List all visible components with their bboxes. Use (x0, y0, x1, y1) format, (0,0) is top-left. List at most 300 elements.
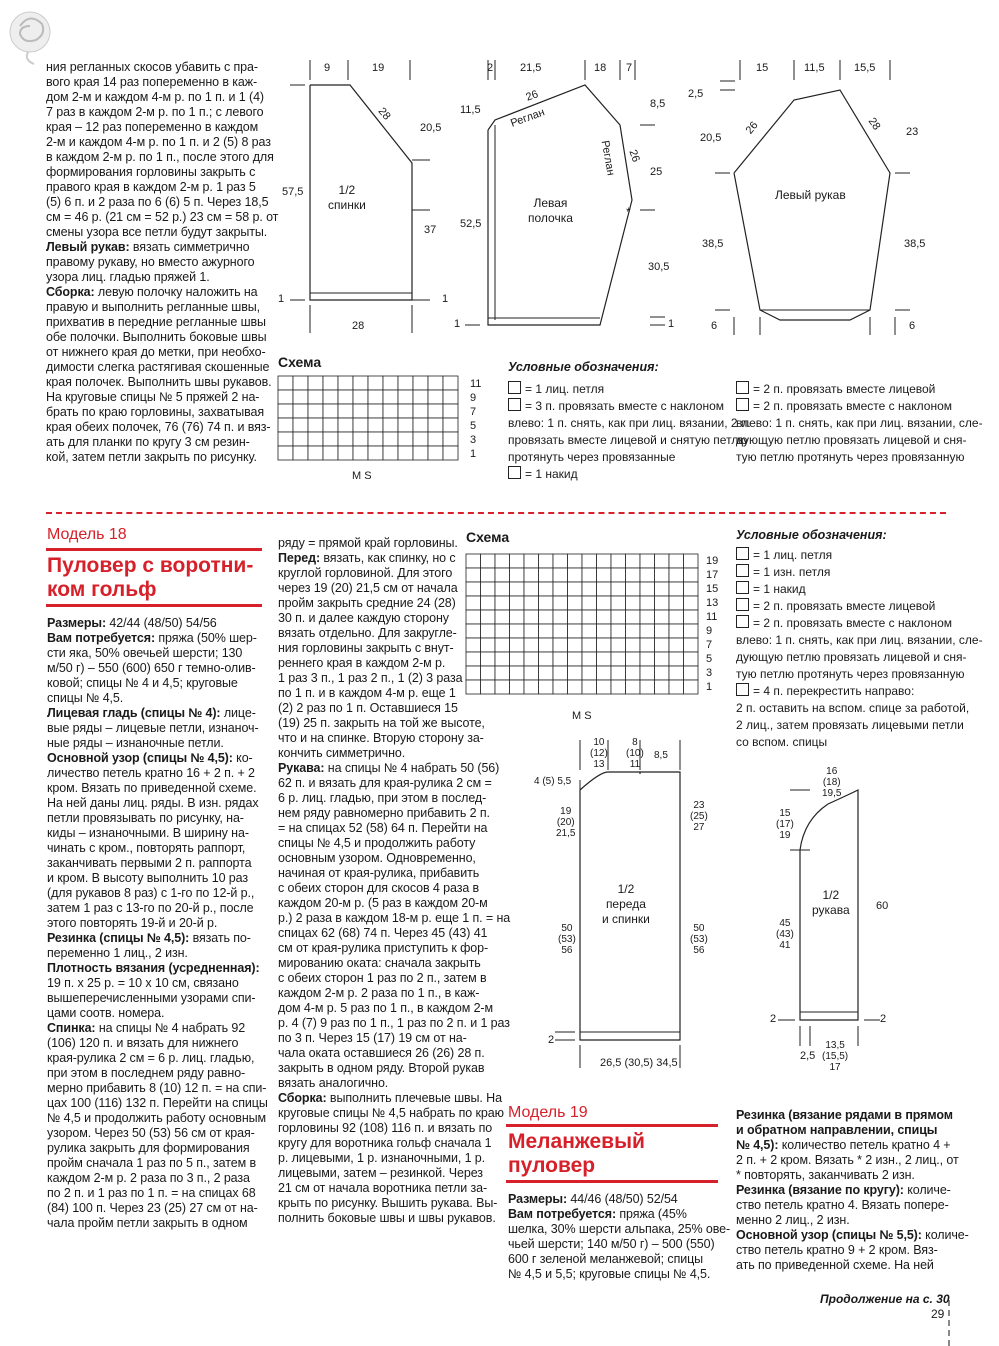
sleeve2-left2: 45 (43) 41 (776, 918, 794, 951)
sleeve2-rib-r: 2 (880, 1013, 887, 1025)
schema2-row-number: 11 (706, 611, 718, 623)
grid-cell (338, 432, 353, 446)
grid-cell (524, 610, 539, 624)
m19c2-line: менно 2 лиц., 2 изн. (736, 1213, 850, 1227)
grid-cell (481, 554, 496, 568)
model19-label: Модель 19 (508, 1104, 588, 1121)
legend2-item: = 2 п. провязать вместе с наклоном (736, 615, 983, 632)
m19c2-line: Резинка (вязание по кругу): количе- (736, 1183, 951, 1197)
sleeve2-b2: 13,5 (15,5) 17 (822, 1040, 849, 1073)
legend-symbol-icon (736, 615, 749, 628)
grid-cell (353, 390, 368, 404)
grid-cell (539, 568, 554, 582)
sleeve-w3: 15,5 (854, 62, 876, 74)
sleeve2-title: 1/2 рукава (812, 888, 850, 917)
grid-cell (553, 624, 568, 638)
grid-cell (568, 568, 583, 582)
top-left-line: дом 2-м и каждом 4-м р. по 1 п. и 1 (4) (46, 90, 264, 104)
sleeve2-b1: 2,5 (800, 1050, 816, 1062)
m18c1-line: заканчивать первыми 2 п. раппорта (47, 856, 252, 870)
grid-cell (582, 596, 597, 610)
grid-cell (510, 582, 525, 596)
grid-cell (443, 446, 458, 460)
m18c1-line: и кром. В высоту выполнить 10 раз (47, 871, 248, 885)
grid-cell (383, 404, 398, 418)
grid-cell (510, 638, 525, 652)
model18-bar (46, 548, 262, 551)
grid-cell (428, 446, 443, 460)
m18c1-line: личество петель кратно 16 + 2 п. + 2 (47, 766, 255, 780)
sleeve-h385b: 38,5 (904, 238, 926, 250)
grid-cell (684, 680, 699, 694)
m18c2-line: нем ряду равномерно прибавить 2 п. (278, 806, 490, 820)
grid-cell (308, 376, 323, 390)
grid-cell (568, 610, 583, 624)
schema1-row-number: 7 (470, 406, 477, 418)
m18c2-line: (19) 25 п. закрыть на той же высоте, (278, 716, 485, 730)
grid-cell (481, 680, 496, 694)
grid-cell (495, 652, 510, 666)
grid-cell (510, 652, 525, 666)
grid-cell (539, 610, 554, 624)
grid-cell (466, 652, 481, 666)
grid-cell (338, 446, 353, 460)
legend2-item: = 2 п. провязать вместе лицевой (736, 598, 983, 615)
top-left-line: Сборка: левую полочку наложить на (46, 285, 258, 299)
m18c1-line: вышеперечисленными узорами спи- (47, 991, 256, 1005)
back-rib-r: 1 (442, 293, 449, 305)
m18c1-line: мерно прибавить 8 (10) 12 п. = на спи- (47, 1081, 267, 1095)
grid-cell (413, 404, 428, 418)
grid-cell (383, 432, 398, 446)
grid-cell (495, 582, 510, 596)
grid-cell (669, 568, 684, 582)
grid-cell (443, 418, 458, 432)
m19c2-line: 2 п. + 2 кром. Вязать * 2 изн., 2 лиц., от (736, 1153, 959, 1167)
m18c2-line: полнить боковые швы и швы рукавов. (278, 1211, 496, 1225)
grid-cell (524, 554, 539, 568)
grid-cell (308, 418, 323, 432)
legend2-item: влево: 1 п. снять, как при лиц. вязании, сле- (736, 633, 983, 647)
grid-cell (655, 596, 670, 610)
front-t4: 7 (626, 62, 633, 74)
m18c1-line: № 4,5 и продолжить работу основным (47, 1111, 267, 1125)
grid-cell (481, 638, 496, 652)
front-star: * (626, 205, 631, 219)
front-h25: 25 (650, 166, 663, 178)
legend1-left-item: = 3 п. провязать вместе с наклоном (508, 398, 751, 415)
m18c2-line: = на спицах 52 (58) 64 п. Перейти на (278, 821, 488, 835)
m18c2-line: по 3 п. Через 15 (17) 19 см от на- (278, 1031, 467, 1045)
top-left-line: 7 раз в каждом 2-м р. по 1 п.; с левого (46, 105, 264, 119)
grid-cell (368, 432, 383, 446)
grid-cell (278, 446, 293, 460)
grid-cell (684, 596, 699, 610)
grid-cell (398, 418, 413, 432)
grid-cell (553, 610, 568, 624)
grid-cell (495, 596, 510, 610)
m18c2-line: чала оката оставшиеся 26 (26) 28 п. (278, 1046, 485, 1060)
m18c1-line: цами соотв. номера. (47, 1006, 165, 1020)
grid-cell (684, 624, 699, 638)
legend2-item: 2 лиц., затем провязать лицевыми петли (736, 718, 964, 732)
grid-cell (443, 390, 458, 404)
grid-cell (323, 446, 338, 460)
grid-cell (466, 610, 481, 624)
grid-cell (655, 554, 670, 568)
grid-cell (481, 582, 496, 596)
grid-cell (640, 582, 655, 596)
back-title: 1/2 спинки (328, 183, 366, 212)
grid-cell (539, 652, 554, 666)
grid-cell (582, 680, 597, 694)
m18c2-line: горловины 92 (108) 116 п. и вязать по (278, 1121, 493, 1135)
grid-cell (495, 638, 510, 652)
grid-cell (481, 568, 496, 582)
schema1-row-number: 9 (470, 392, 477, 404)
grid-cell (626, 554, 641, 568)
m19c1-line: Вам потребуется: пряжа (45% (508, 1207, 687, 1221)
body-left1: 4 (5) 5,5 (534, 776, 572, 787)
m18c1-line: ковой; спицы № 4 и 4,5; круговые (47, 676, 238, 690)
schema1-title: Схема (278, 354, 322, 370)
legend1-left-item: = 1 лиц. петля (508, 381, 751, 398)
legend1-title: Условные обозначения: (508, 360, 659, 374)
grid-cell (553, 652, 568, 666)
body-rib: 2 (548, 1034, 555, 1046)
grid-cell (553, 638, 568, 652)
grid-cell (684, 638, 699, 652)
grid-cell (383, 390, 398, 404)
m18c1-line: 19 п. х 25 р. = 10 х 10 см, связано (47, 976, 239, 990)
m18c2-line: по 1 п. и в каждом 4-м р. еще 1 (278, 686, 456, 700)
legend2-items (736, 547, 983, 751)
grid-cell (582, 568, 597, 582)
schema1-row-number: 1 (470, 448, 477, 460)
model19-title: Меланжевый пуловер (508, 1130, 645, 1177)
grid-cell (669, 610, 684, 624)
top-left-line: края – 12 раз попеременно в каждом (46, 120, 259, 134)
front-left-h: 11,5 (460, 104, 481, 116)
grid-cell (568, 666, 583, 680)
top-left-line: узора лиц. гладью пряжей 1. (46, 270, 210, 284)
grid-cell (626, 582, 641, 596)
sleeve-w1: 15 (756, 62, 769, 74)
schema2-row-number: 1 (706, 681, 713, 693)
grid-cell (466, 596, 481, 610)
grid-cell (353, 432, 368, 446)
m18c1-line: вые ряды – лицевые петли, изнаноч- (47, 721, 259, 735)
sleeve-c6a: 6 (711, 320, 718, 332)
sleeve-h23: 23 (906, 126, 919, 138)
m18c1-line: каждом 2-м р. 2 раза по 3 п., 2 раза (47, 1171, 250, 1185)
grid-cell (597, 610, 612, 624)
legend-symbol-icon (736, 564, 749, 577)
grid-cell (655, 624, 670, 638)
front-h525: 52,5 (460, 218, 482, 230)
sleeve-h205: 20,5 (700, 132, 722, 144)
grid-cell (626, 666, 641, 680)
model18-col1 (47, 616, 268, 1231)
grid-cell (655, 680, 670, 694)
m18c2-line: круглой горловиной. Для этого (278, 566, 453, 580)
schema2-grid (466, 554, 706, 704)
front-rib-r: 1 (668, 318, 675, 330)
grid-cell (338, 390, 353, 404)
m18c1-line: затем 1 раз с 13-го по 20-й р., после (47, 901, 254, 915)
section-separator (46, 512, 946, 514)
top-left-line: от нижнего края до метки, при необхо- (46, 345, 266, 359)
grid-cell (368, 446, 383, 460)
sleeve2-right: 60 (876, 900, 889, 912)
schema2-title: Схема (466, 529, 510, 545)
top-left-line: правую и выполнить регланные швы, (46, 300, 261, 314)
grid-cell (338, 404, 353, 418)
model18-title: Пуловер с воротни- ком гольф (47, 554, 254, 601)
m18c1-line: м/50 г) – 550 (600) 650 г темно-олив- (47, 661, 256, 675)
grid-cell (413, 376, 428, 390)
grid-cell (669, 596, 684, 610)
top-left-line: ния регланных скосов убавить с пра- (46, 60, 258, 74)
grid-cell (510, 624, 525, 638)
legend2-item: 2 п. оставить на вспом. спице за работой, (736, 701, 970, 715)
grid-cell (568, 638, 583, 652)
grid-cell (383, 446, 398, 460)
legend1-left-item: провязать вместе лицевой и снятую петлю (508, 433, 748, 447)
schema2-row-number: 17 (706, 569, 719, 581)
top-left-line: вого края 14 раз попеременно в каж- (46, 75, 258, 89)
legend-symbol-icon (508, 398, 521, 411)
m18c1-line: по 2 п. и 1 раз по 1 п. = на спицах 68 (47, 1186, 256, 1200)
grid-cell (481, 666, 496, 680)
m18c1-line: Резинка (спицы № 4,5): вязать по- (47, 931, 251, 945)
grid-cell (582, 624, 597, 638)
grid-cell (510, 568, 525, 582)
grid-cell (626, 568, 641, 582)
schema2-rows (706, 554, 718, 694)
grid-cell (466, 666, 481, 680)
m18c1-line: края-рулика 2 см = 6 р. лиц. гладью, (47, 1051, 255, 1065)
legend-symbol-icon (736, 547, 749, 560)
grid-cell (428, 390, 443, 404)
top-left-line: в каждом 2-м р. по 1 п., после этого для (46, 150, 274, 164)
top-left-line: края полочек. Выполнить швы рукавов. (46, 375, 272, 389)
grid-cell (413, 418, 428, 432)
grid-cell (293, 376, 308, 390)
m18c2-line: что и на спинке. Вторую сторону за- (278, 731, 484, 745)
m19c2-line: ать по приведенной схеме. На ней (736, 1258, 934, 1272)
grid-cell (524, 680, 539, 694)
grid-cell (611, 554, 626, 568)
grid-cell (293, 446, 308, 460)
m18c1-line: Размеры: 42/44 (48/50) 54/56 (47, 616, 217, 630)
legend1-right (736, 381, 983, 466)
grid-cell (626, 680, 641, 694)
grid-cell (443, 376, 458, 390)
schema1-ms: M S (352, 470, 372, 482)
back-bottom: 28 (352, 320, 365, 332)
page-number: 29 (931, 1307, 945, 1321)
grid-cell (582, 554, 597, 568)
sleeve-h385a: 38,5 (702, 238, 724, 250)
grid-cell (293, 390, 308, 404)
grid-cell (308, 404, 323, 418)
m18c2-line: с обеих сторон для скосов 4 раза в (278, 881, 480, 895)
legend-symbol-icon (508, 466, 521, 479)
grid-cell (684, 582, 699, 596)
schema1-row-number: 11 (470, 378, 482, 390)
grid-cell (539, 582, 554, 596)
m18c1-line: чинать с кром., повторять раппорт, (47, 841, 246, 855)
legend2-item: = 1 изн. петля (736, 564, 983, 581)
grid-cell (383, 418, 398, 432)
grid-cell (611, 624, 626, 638)
grid-cell (428, 376, 443, 390)
grid-cell (640, 624, 655, 638)
m19c1-line: 600 г зеленой меланжевой; спицы (508, 1252, 704, 1266)
m18c1-line: чала пройм петли закрыть в одном (47, 1216, 248, 1230)
grid-cell (278, 432, 293, 446)
grid-cell (669, 666, 684, 680)
front-h305: 30,5 (648, 261, 670, 273)
grid-cell (684, 568, 699, 582)
top-left-line: На круговые спицы № 5 пряжей 2 на- (46, 390, 260, 404)
grid-cell (597, 554, 612, 568)
m18c2-line: вязать аналогично. (278, 1076, 389, 1090)
grid-cell (338, 376, 353, 390)
grid-cell (684, 554, 699, 568)
grid-cell (443, 404, 458, 418)
legend2-item: = 1 накид (736, 581, 983, 598)
grid-cell (553, 554, 568, 568)
grid-cell (524, 638, 539, 652)
grid-cell (597, 652, 612, 666)
grid-cell (495, 666, 510, 680)
body-left2: 19 (20) 21,5 (556, 806, 576, 839)
grid-cell (553, 596, 568, 610)
m18c1-line: переменно 1 лиц., 2 изн. (47, 946, 188, 960)
top-left-line: формирования горловины закрыть с (46, 165, 256, 179)
right-edge-dashes (948, 1300, 950, 1346)
grid-cell (655, 638, 670, 652)
grid-cell (510, 610, 525, 624)
front-raglan-word2: Реглан (598, 139, 617, 177)
grid-cell (655, 666, 670, 680)
grid-cell (368, 376, 383, 390)
model19-bar (506, 1124, 718, 1127)
grid-cell (655, 652, 670, 666)
schema1-row-number: 3 (470, 434, 477, 446)
grid-cell (655, 568, 670, 582)
top-left-line: брать по краю горловины, захватывая (46, 405, 265, 419)
grid-cell (398, 446, 413, 460)
grid-cell (413, 446, 428, 460)
m18c2-line: дом 4-м р. 5 раз по 1 п., в каждом 2-м (278, 1001, 493, 1015)
legend2-item: дующую петлю провязать лицевой и сня- (736, 650, 967, 664)
grid-cell (597, 666, 612, 680)
m18c1-line: Спинка: на спицы № 4 набрать 92 (47, 1021, 246, 1035)
grid-cell (524, 666, 539, 680)
sleeve-c6b: 6 (909, 320, 916, 332)
m18c1-line: (для рукавов 8 раз) с 1-го по 12-й р., (47, 886, 255, 900)
model19-col1 (508, 1192, 731, 1282)
m18c2-line: реннего края в каждом 2-м р. (278, 656, 446, 670)
front-t1: 2 (487, 62, 494, 74)
m18c2-line: спицы № 4,5 и продолжить работу (278, 836, 476, 850)
grid-cell (495, 624, 510, 638)
schema2-row-number: 13 (706, 597, 719, 609)
m18c2-line: каждом 20-м р. (5 раз в каждом 20-м (278, 896, 488, 910)
schema2-row-number: 5 (706, 653, 713, 665)
m18c1-line: этого повторять 19-й и 20-й р. (47, 916, 218, 930)
schema2-ms: M S (572, 710, 592, 722)
m19c2-line: и обратном направлении, спицы (736, 1123, 938, 1137)
m18c1-line: при этом в последнем ряду равно- (47, 1066, 246, 1080)
m19c2-line: № 4,5): количество петель кратно 4 + (736, 1138, 951, 1152)
legend-symbol-icon (736, 598, 749, 611)
grid-cell (466, 568, 481, 582)
m18c1-line: Лицевая гладь (спицы № 4): лице- (47, 706, 256, 720)
grid-cell (582, 610, 597, 624)
grid-cell (368, 404, 383, 418)
grid-cell (626, 624, 641, 638)
front-raglan1: 26 (524, 88, 540, 104)
m18c2-line: Сборка: выполнить плечевые швы. На (278, 1091, 502, 1105)
grid-cell (524, 596, 539, 610)
schema1-grid (278, 376, 478, 486)
grid-cell (353, 446, 368, 460)
grid-cell (413, 432, 428, 446)
top-left-line: смены узора все петли будут закрыты. (46, 225, 268, 239)
top-left-text (46, 60, 279, 465)
grid-cell (684, 610, 699, 624)
m18c2-line: через 19 (20) 21,5 см от начала (278, 581, 458, 595)
m18c1-line: Плотность вязания (усредненная): (47, 961, 260, 975)
front-rib-l: 1 (454, 318, 461, 330)
grid-cell (568, 680, 583, 694)
m18c2-line: ния горловины закрыть с внут- (278, 641, 454, 655)
grid-cell (481, 596, 496, 610)
legend1-right-item: тую петлю протянуть через провязанную (736, 450, 965, 464)
grid-cell (640, 554, 655, 568)
legend1-right-item: дующую петлю провязать лицевой и сня- (736, 433, 967, 447)
grid-cell (466, 638, 481, 652)
legend2-item: со вспом. спицы (736, 735, 828, 749)
grid-cell (669, 624, 684, 638)
grid-cell (669, 554, 684, 568)
m19c2-line: Основной узор (спицы № 5,5): количе- (736, 1228, 969, 1242)
grid-cell (553, 568, 568, 582)
schema1-row-number: 5 (470, 420, 477, 432)
legend-symbol-icon (736, 581, 749, 594)
grid-cell (597, 638, 612, 652)
grid-cell (510, 596, 525, 610)
grid-cell (611, 666, 626, 680)
legend2-item: тую петлю протянуть через провязанную (736, 667, 965, 681)
legend1-left-item: = 1 накид (508, 466, 751, 483)
grid-cell (338, 418, 353, 432)
grid-cell (524, 624, 539, 638)
schema1-rows (470, 377, 481, 461)
body-top3: 8,5 (654, 750, 668, 761)
grid-cell (443, 432, 458, 446)
body-title: 1/2 переда и спинки (602, 882, 650, 926)
grid-cell (510, 666, 525, 680)
legend2-item: = 4 п. перекрестить направо: (736, 683, 983, 700)
grid-cell (640, 666, 655, 680)
grid-cell (368, 418, 383, 432)
body-top1: 10 (12) 13 (590, 737, 608, 770)
